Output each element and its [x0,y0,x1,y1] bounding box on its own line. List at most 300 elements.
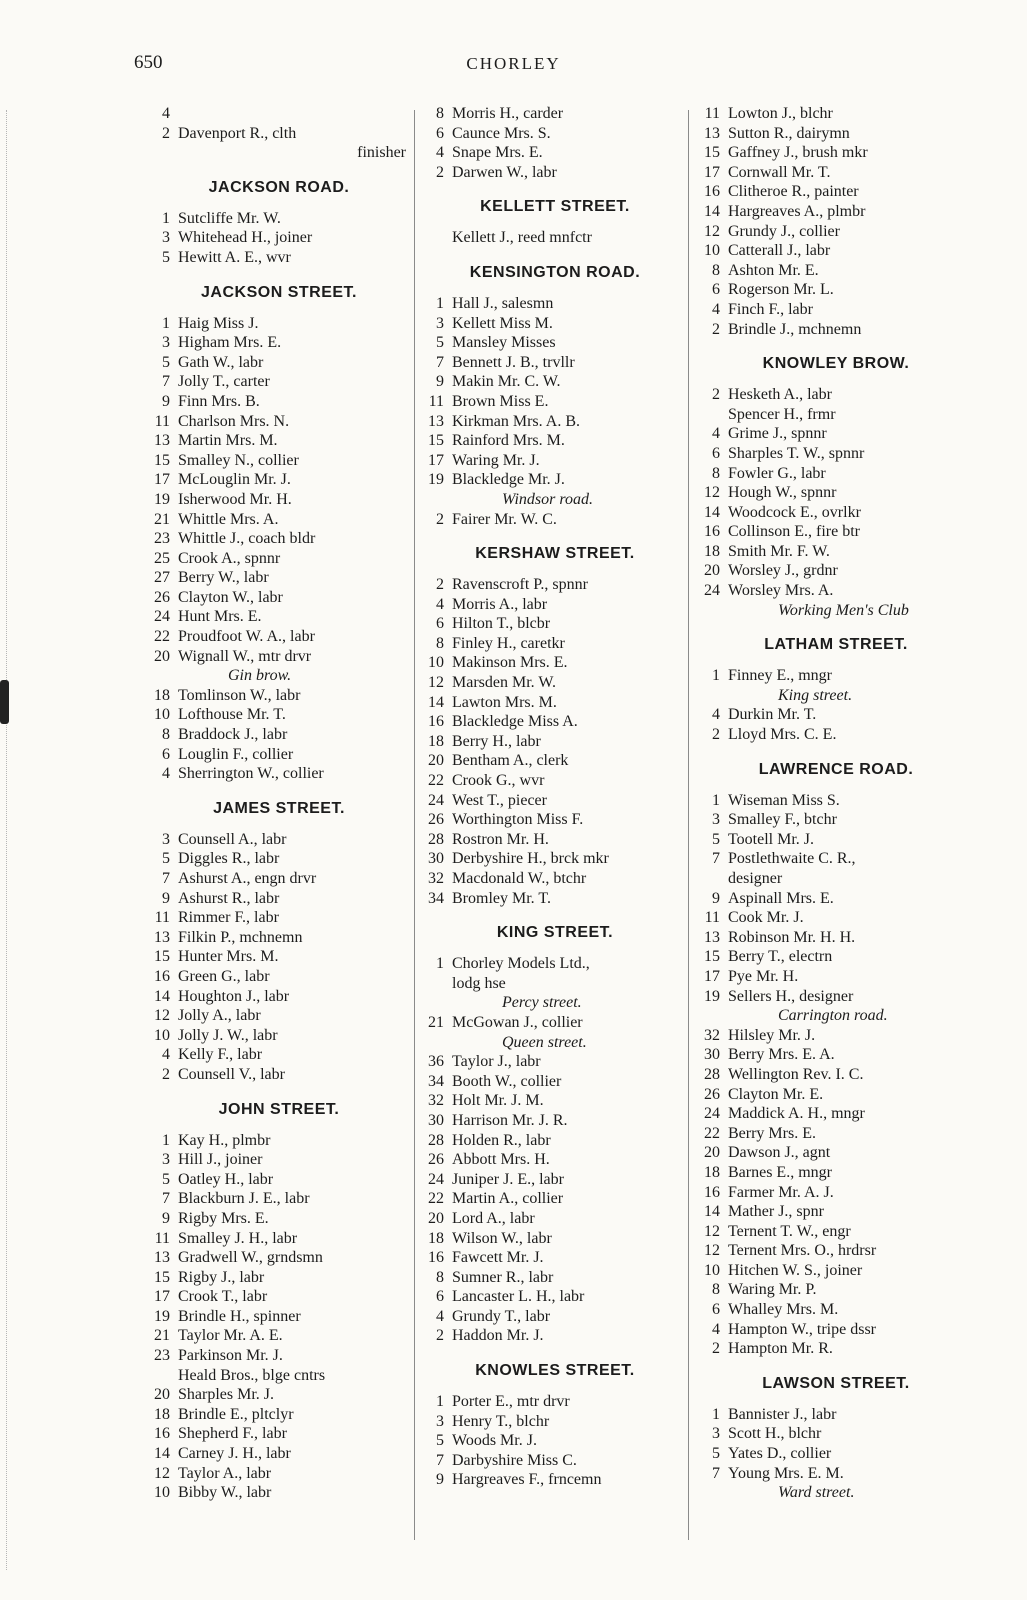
resident-name: Lawton Mrs. M. [452,693,557,711]
street-heading: JAMES STREET. [213,799,345,817]
house-number: 6 [436,1288,444,1306]
house-number: 16 [704,1183,720,1201]
street-heading: LAWSON STREET. [762,1374,910,1392]
directory-entry [150,849,408,869]
house-number: 18 [154,1405,170,1423]
resident-name: Martin A., collier [452,1190,564,1208]
directory-entry [150,1268,408,1288]
house-number: 20 [704,1144,720,1162]
resident-name: Whittle J., coach bldr [178,530,316,548]
directory-entry [150,1464,408,1484]
resident-name: Brown Miss E. [452,392,549,410]
house-number: 10 [154,706,170,724]
resident-name: Brindle H., spinner [178,1307,301,1325]
resident-name: Sellers H., designer [728,987,854,1005]
directory-entry [424,451,686,471]
resident-name: Makinson Mrs. E. [452,654,568,672]
house-number: 27 [154,569,170,587]
resident-name: Aspinall Mrs. E. [728,889,834,907]
directory-entry [700,1104,972,1124]
directory-entry [150,353,408,373]
house-number: 26 [428,811,444,829]
house-number: 16 [428,713,444,731]
directory-entry [424,431,686,451]
house-number: 3 [162,229,170,247]
resident-name: Macdonald W., btchr [452,870,587,887]
resident-name: Berry Mrs. E. [728,1124,816,1142]
resident-name: Sharples Mr. J. [178,1386,274,1404]
resident-name: Hampton W., tripe dssr [728,1320,876,1338]
directory-entry [700,1085,972,1105]
directory-entry [150,510,408,530]
house-number: 9 [436,1471,444,1489]
resident-name: Smalley N., collier [178,451,299,469]
directory-entry [700,849,972,869]
resident-name: Marsden Mr. W. [452,674,556,692]
resident-name: Green G., labr [178,967,270,985]
directory-entry [150,1405,408,1425]
resident-name: Ternent Mrs. O., hrdrsr [728,1242,877,1260]
directory-entry [424,1052,686,1072]
resident-name: Tomlinson W., labr [178,686,301,704]
cross-street-note: Gin brow. [228,667,292,685]
directory-entry [424,1431,686,1451]
cross-street-note: Ward street. [778,1484,855,1502]
house-number: 19 [704,987,720,1005]
street-heading: KENSINGTON ROAD. [469,263,641,281]
entry-continuation: Heald Bros., blge cntrs [178,1366,326,1384]
house-number: 12 [704,484,720,502]
resident-name: Kay H., plmbr [178,1131,271,1149]
resident-name: Brindle E., pltclyr [178,1405,294,1423]
column-rule [414,110,415,1540]
resident-name: Clayton W., labr [178,588,283,606]
house-number: 19 [154,490,170,508]
directory-entry [700,1163,972,1183]
house-number: 2 [436,163,444,181]
directory-entry [150,431,408,451]
directory-entry [150,1346,408,1366]
directory-entry [150,529,408,549]
directory-entry [150,372,408,392]
directory-entry [150,1287,408,1307]
resident-name [170,104,178,124]
resident-name: Hill J., joiner [178,1151,263,1169]
house-number: 24 [704,582,720,600]
house-number: 15 [704,948,720,966]
directory-entry [150,124,408,144]
directory-entry [424,1268,686,1288]
directory-entry [150,764,408,784]
house-number: 7 [162,373,170,391]
house-number: 10 [154,1484,170,1502]
directory-entry [424,954,686,974]
house-number: 13 [704,124,720,142]
directory-entry [700,889,972,909]
directory-entry [700,124,972,144]
house-number: 17 [428,451,444,469]
resident-name: Maddick A. H., mngr [728,1105,865,1123]
resident-name: Counsell A., labr [178,830,287,848]
house-number: 7 [712,1464,720,1482]
street-heading: LAWRENCE ROAD. [758,760,914,778]
house-number: 16 [154,1425,170,1443]
resident-name: Gath W., labr [178,353,264,371]
house-number: 11 [154,412,170,430]
directory-entry [700,1280,972,1300]
resident-name: Bentham A., clerk [452,752,569,770]
house-number: 3 [162,830,170,848]
house-number: 4 [436,595,444,613]
house-number: 25 [154,549,170,567]
house-number: 6 [712,281,720,299]
directory-entry [424,1131,686,1151]
resident-name: Hilton T., blcbr [452,615,551,633]
resident-name: Sherrington W., collier [178,765,324,783]
resident-name: Hewitt A. E., wvr [178,248,291,266]
resident-name: Jolly J. W., labr [178,1026,278,1044]
house-number: 11 [154,909,170,927]
directory-entry [424,104,686,124]
resident-name: Rogerson Mr. L. [728,281,834,299]
resident-name: Ashurst R., labr [178,889,280,907]
house-number: 6 [712,1301,720,1319]
house-number: 16 [704,523,720,541]
resident-name: Collinson E., fire btr [728,523,860,541]
directory-entry [700,1444,972,1464]
directory-entry [424,412,686,432]
resident-name: Kirkman Mrs. A. B. [452,412,580,430]
house-number: 14 [154,987,170,1005]
directory-entry [700,1222,972,1242]
house-number: 9 [436,373,444,391]
house-number: 1 [436,955,444,973]
resident-name: Carney J. H., labr [178,1445,291,1463]
house-number: 8 [436,634,444,652]
resident-name: Sutcliffe Mr. W. [178,209,281,227]
house-number: 1 [712,1405,720,1423]
cross-street-note: King street. [778,686,853,704]
house-number: 8 [436,105,444,122]
directory-entry [700,561,972,581]
resident-name: Wignall W., mtr drvr [178,647,312,665]
resident-name: Woods Mr. J. [452,1432,537,1450]
resident-name: Hampton Mr. R. [728,1340,833,1358]
directory-entry [150,607,408,627]
directory-entry [150,928,408,948]
house-number: 17 [154,1288,170,1306]
resident-name: Hargreaves F., frncemn [452,1471,602,1489]
resident-name: Fowler G., labr [728,464,826,482]
directory-entry [150,314,408,334]
page-number: 650 [134,52,163,73]
resident-name: Morris H., carder [452,105,564,122]
resident-name: Taylor A., labr [178,1464,272,1482]
resident-name: West T., piecer [452,791,547,809]
resident-name: Yates D., collier [728,1445,832,1463]
resident-name: Gradwell W., grndsmn [178,1249,323,1267]
house-number: 11 [154,1229,170,1247]
resident-name: Braddock J., labr [178,726,288,744]
house-number: 3 [712,811,720,829]
resident-name: Berry T., electrn [728,948,833,966]
house-number: 4 [436,1307,444,1325]
directory-entry [700,1124,972,1144]
directory-entry [150,686,408,706]
resident-name: Dawson J., agnt [728,1144,831,1162]
directory-entry [700,810,972,830]
resident-name: Hunt Mrs. E. [178,608,262,626]
directory-entry [150,1170,408,1190]
house-number: 14 [154,1445,170,1463]
resident-name: Bennett J. B., trvllr [452,353,575,371]
column-rule [688,110,689,1540]
resident-name: Worthington Miss F. [452,811,584,829]
resident-name: Ashton Mr. E. [728,261,819,279]
house-number: 3 [712,1425,720,1443]
house-number: 23 [154,1347,170,1365]
house-number: 6 [712,444,720,462]
directory-entry [700,1320,972,1340]
directory-entry [700,261,972,281]
house-number: 8 [712,1281,720,1299]
house-number: 11 [428,392,444,410]
directory-entry [700,987,972,1007]
house-number: 15 [154,451,170,469]
resident-name: Grundy T., labr [452,1307,551,1325]
resident-name: Waring Mr. P. [728,1281,817,1299]
resident-name: Whittle Mrs. A. [178,510,279,528]
house-number: 16 [154,967,170,985]
resident-name: Harrison Mr. J. R. [452,1111,568,1129]
house-number: 28 [428,1131,444,1149]
house-number: 15 [154,1268,170,1286]
house-number: 7 [712,850,720,868]
directory-entry [700,300,972,320]
directory-entry [700,385,972,405]
street-heading: KELLETT STREET. [480,198,630,216]
house-number: 16 [428,1249,444,1267]
street-heading: JOHN STREET. [218,1100,340,1118]
resident-name: Martin Mrs. M. [178,432,278,450]
resident-name: Durkin Mr. T. [728,706,817,724]
resident-name: Scott H., blchr [728,1425,822,1443]
entry-continuation: finisher [357,144,406,162]
directory-entry [700,947,972,967]
directory-entry [424,1072,686,1092]
directory-entry [150,947,408,967]
house-number: 1 [436,1393,444,1411]
directory-entry [150,1326,408,1346]
house-number: 18 [704,1163,720,1181]
resident-name: Fawcett Mr. J. [452,1249,544,1267]
directory-entry [700,444,972,464]
resident-name: Lord A., labr [452,1209,535,1227]
directory-entry [700,908,972,928]
resident-name: Lancaster L. H., labr [452,1288,585,1306]
resident-name: Davenport R., clth [178,124,297,142]
house-number: 28 [428,830,444,848]
directory-entry [150,470,408,490]
resident-name: Finn Mrs. B. [178,392,260,410]
house-number: 4 [712,706,720,724]
resident-name: Ravenscroft P., spnnr [452,576,588,594]
house-number: 5 [436,334,444,352]
directory-entry [700,1241,972,1261]
directory-entry [424,1326,686,1346]
directory-entry [424,595,686,615]
directory-entry [424,732,686,752]
resident-name: Fairer Mr. W. C. [452,510,557,528]
directory-entry [424,712,686,732]
directory-entry [150,647,408,667]
directory-entry [150,1189,408,1209]
cross-street-note: Working Men's Club [778,601,909,619]
directory-entry [700,1339,972,1359]
house-number: 24 [154,608,170,626]
directory-entry [424,294,686,314]
resident-name: Kellett Miss M. [452,314,553,332]
house-number: 1 [436,294,444,312]
directory-entry [700,791,972,811]
house-number: 12 [704,222,720,240]
directory-entry [424,1287,686,1307]
directory-entry [424,849,686,869]
resident-name: Catterall J., labr [728,242,831,260]
resident-name: Jolly A., labr [178,1007,261,1025]
directory-entry [700,182,972,202]
house-number: 14 [704,202,720,220]
resident-name: Tootell Mr. J. [728,830,814,848]
resident-name: Isherwood Mr. H. [178,490,292,508]
directory-entry [150,1424,408,1444]
house-number: 1 [712,667,720,685]
street-heading: KERSHAW STREET. [475,545,635,563]
house-number: 19 [154,1307,170,1325]
house-number: 9 [712,889,720,907]
resident-name: Clayton Mr. E. [728,1085,824,1103]
directory-entry [700,222,972,242]
resident-name: Higham Mrs. E. [178,334,282,352]
directory-entry [424,791,686,811]
directory-entry [700,1065,972,1085]
resident-name: Crook A., spnnr [178,549,281,567]
house-number: 1 [162,314,170,332]
cross-street-note: Percy street. [502,994,582,1012]
resident-name: Young Mrs. E. M. [728,1464,844,1482]
house-number: 2 [436,576,444,594]
house-number: 22 [704,1124,720,1142]
resident-name: Holden R., labr [452,1131,551,1149]
house-number: 14 [704,1203,720,1221]
resident-name: Crook T., labr [178,1288,268,1306]
resident-name: Pye Mr. H. [728,967,799,985]
directory-entry [150,1131,408,1151]
resident-name: Oatley H., labr [178,1170,274,1188]
resident-name: Lloyd Mrs. C. E. [728,726,837,744]
house-number: 13 [428,412,444,430]
house-number: 18 [428,732,444,750]
directory-entry [424,653,686,673]
house-number: 22 [428,772,444,790]
house-number: 8 [712,261,720,279]
directory-entry [700,581,972,601]
resident-name: Taylor J., labr [452,1053,541,1071]
resident-name: Snape Mrs. E. [452,144,543,162]
directory-entry [150,967,408,987]
resident-name: Blackledge Mr. J. [452,471,565,489]
house-number: 17 [154,471,170,489]
house-number: 36 [428,1053,444,1071]
entry-continuation: Kellett J., reed mnfctr [452,229,592,247]
house-number: 4 [162,765,170,783]
cross-street-note: Queen street. [502,1033,587,1051]
resident-name: Smalley J. H., labr [178,1229,298,1247]
house-number: 6 [162,745,170,763]
house-number: 2 [162,124,170,142]
resident-name: Worsley J., grdnr [728,562,838,580]
entry-continuation: lodg hse [452,974,506,992]
resident-name: Wilson W., labr [452,1229,552,1247]
house-number: 1 [162,1131,170,1149]
directory-entry [424,353,686,373]
house-number: 4 [162,105,170,122]
resident-name: Sumner R., labr [452,1268,554,1286]
house-number: 2 [712,386,720,404]
house-number: 24 [704,1105,720,1123]
directory-entry [150,1045,408,1065]
directory-entry [700,163,972,183]
resident-name: Hesketh A., labr [728,386,832,404]
house-number: 12 [704,1222,720,1240]
house-number: 7 [162,1190,170,1208]
resident-name: Derbyshire H., brck mkr [452,850,609,868]
house-number: 13 [154,928,170,946]
resident-name: Rainford Mrs. M. [452,432,565,450]
directory-entry [150,333,408,353]
directory-entry [700,1405,972,1425]
directory-entry [424,1209,686,1229]
directory-entry [424,372,686,392]
resident-name: Barnes E., mngr [728,1163,832,1181]
resident-name: Brindle J., mchnemn [728,320,862,338]
directory-entry [424,1229,686,1249]
resident-name: Darbyshire Miss C. [452,1451,577,1469]
house-number: 10 [154,1026,170,1044]
resident-name: Smith Mr. F. W. [728,542,830,560]
directory-entry [424,771,686,791]
directory-entry [424,673,686,693]
directory-entry [150,228,408,248]
house-number: 15 [154,948,170,966]
house-number: 1 [162,209,170,227]
directory-entry [424,693,686,713]
directory-entry [150,1444,408,1464]
directory-column-1 [150,104,408,1503]
house-number: 13 [154,432,170,450]
directory-entry [150,1150,408,1170]
resident-name: Hitchen W. S., joiner [728,1261,863,1279]
house-number: 20 [428,752,444,770]
resident-name: Lowton J., blchr [728,105,833,122]
house-number: 23 [154,530,170,548]
house-number: 9 [162,889,170,907]
resident-name: Grundy J., collier [728,222,840,240]
resident-name: Houghton J., labr [178,987,290,1005]
street-heading: LATHAM STREET. [764,636,908,654]
binding-mark [0,680,9,724]
resident-name: Juniper J. E., labr [452,1170,564,1188]
